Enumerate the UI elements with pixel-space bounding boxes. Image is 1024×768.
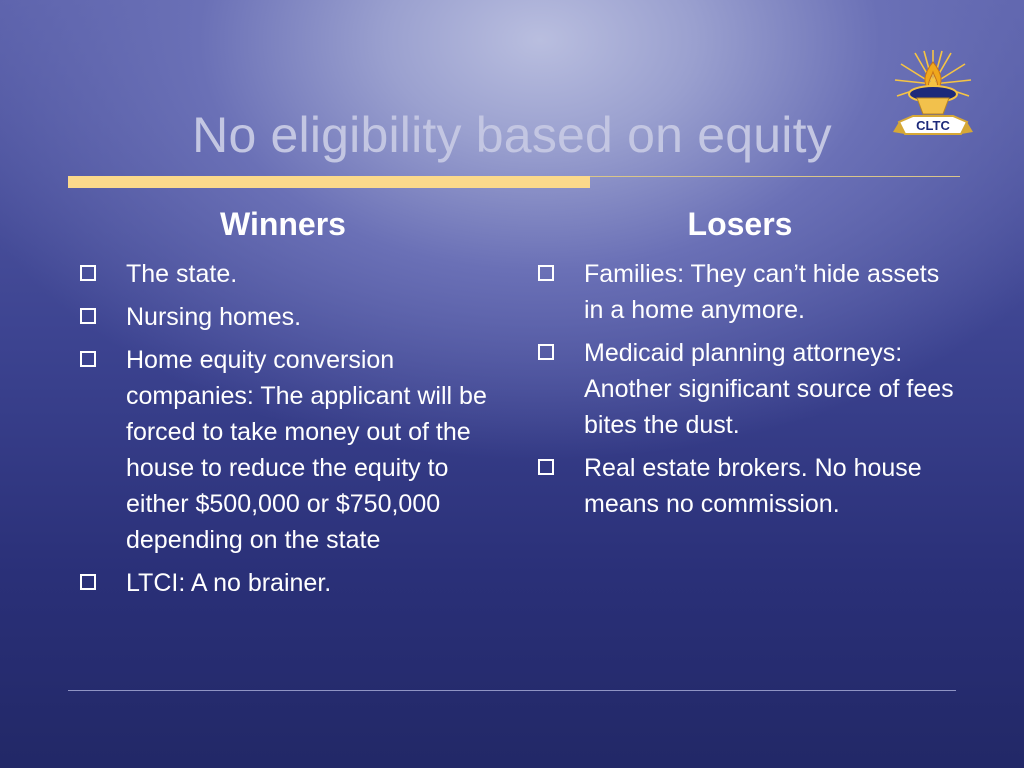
title-divider-line	[590, 176, 960, 177]
list-item-text: Medicaid planning attorneys: Another significant source of fees bites the dust.	[584, 339, 954, 439]
checkbox-bullet-icon	[538, 344, 554, 360]
list-item	[532, 335, 954, 443]
checkbox-bullet-icon	[80, 265, 96, 281]
list-item	[74, 299, 496, 335]
checkbox-bullet-icon	[538, 265, 554, 281]
list-item	[532, 450, 954, 522]
winners-heading: Winners	[220, 206, 346, 242]
list-item-text: Real estate brokers. No house means no commission.	[584, 454, 922, 518]
losers-list	[532, 256, 952, 522]
list-item-text: LTCI: A no brainer.	[126, 569, 332, 597]
list-item	[74, 342, 496, 558]
checkbox-bullet-icon	[538, 459, 554, 475]
list-item-text: Home equity conversion companies: The applicant will be forced to take money out of the house to reduce the equity to either $500,000 or $750,000 depending on the state	[126, 346, 487, 554]
losers-heading: Losers	[687, 206, 793, 242]
cltc-logo	[893, 48, 973, 148]
list-item	[74, 256, 496, 292]
footer-divider-line	[68, 690, 956, 691]
title-accent-bar	[68, 176, 590, 188]
list-item	[532, 256, 954, 328]
checkbox-bullet-icon	[80, 574, 96, 590]
list-item	[74, 565, 496, 601]
list-item-text: Nursing homes.	[126, 303, 302, 331]
losers-column	[532, 202, 952, 529]
slide-title: No eligibility based on equity	[192, 107, 832, 163]
winners-column	[74, 202, 494, 608]
checkbox-bullet-icon	[80, 308, 96, 324]
winners-list	[74, 256, 494, 601]
logo-text: CLTC	[916, 118, 950, 133]
list-item-text: The state.	[126, 260, 238, 288]
checkbox-bullet-icon	[80, 351, 96, 367]
list-item-text: Families: They can’t hide assets in a home anymore.	[584, 260, 940, 324]
